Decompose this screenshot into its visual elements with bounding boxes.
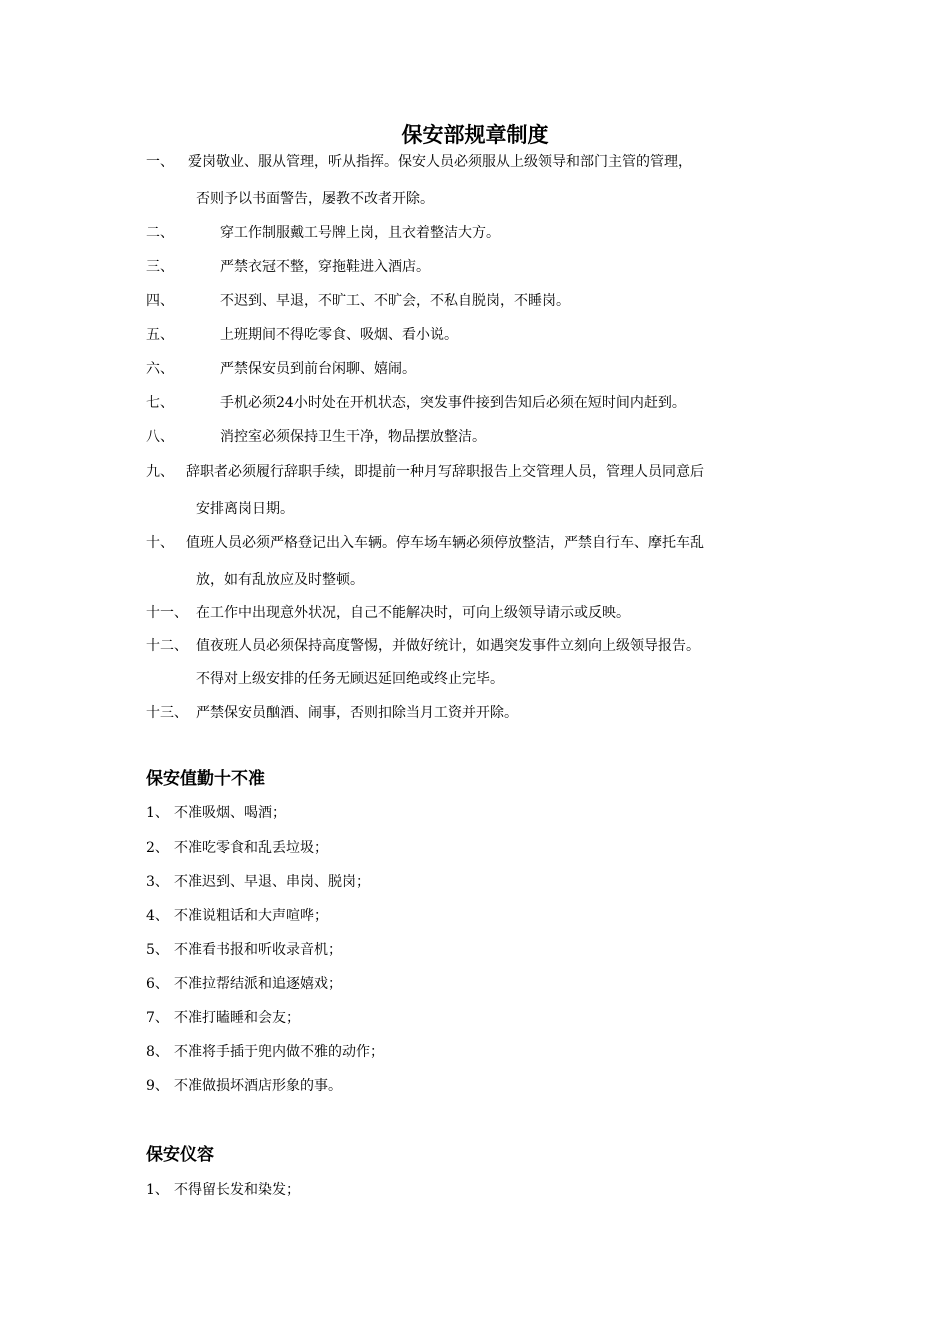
rule-number: 八、 <box>146 429 174 445</box>
item-text: 不得留长发和染发； <box>174 1182 300 1198</box>
rule-text: 不得对上级安排的任务无顾迟延回绝或终止完毕。 <box>196 671 504 687</box>
item-text: 不准吸烟、喝酒； <box>174 805 286 821</box>
item-text: 不准打瞌睡和会友； <box>174 1010 300 1026</box>
item-number: 3、 <box>146 874 169 890</box>
item-text: 不准做损坏酒店形象的事。 <box>174 1078 342 1094</box>
item-number: 2、 <box>146 840 169 856</box>
item-text: 不准迟到、早退、串岗、脱岗； <box>174 874 370 890</box>
item-text: 不准说粗话和大声喧哗； <box>174 908 328 924</box>
rule-number: 十三、 <box>146 705 188 721</box>
rule-text: 上班期间不得吃零食、吸烟、看小说。 <box>220 327 458 343</box>
item-number: 6、 <box>146 976 169 992</box>
rule-number: 十一、 <box>146 605 188 621</box>
item-number: 4、 <box>146 908 169 924</box>
rule-number: 二、 <box>146 225 174 241</box>
rule-text: 安排离岗日期。 <box>196 501 294 517</box>
rule-number: 十、 <box>146 535 174 551</box>
rule-number: 五、 <box>146 327 174 343</box>
item-text: 不准看书报和听收录音机； <box>174 942 342 958</box>
rule-text: 严禁保安员到前台闲聊、嬉闹。 <box>220 361 416 377</box>
item-number: 9、 <box>146 1078 169 1094</box>
rule-text: 不迟到、早退，不旷工、不旷会，不私自脱岗，不睡岗。 <box>220 293 570 309</box>
rule-text: 值夜班人员必须保持高度警惕，并做好统计，如遇突发事件立刻向上级领导报告。 <box>196 638 700 654</box>
rule-text: 值班人员必须严格登记出入车辆。停车场车辆必须停放整洁，严禁自行车、摩托车乱 <box>186 535 704 551</box>
page-title: 保安部规章制度 <box>401 123 549 147</box>
rule-number: 十二、 <box>146 638 188 654</box>
section-heading-duty: 保安值勤十不准 <box>146 769 265 789</box>
rule-number: 一、 <box>146 154 174 170</box>
item-number: 7、 <box>146 1010 169 1026</box>
rule-text: 穿工作制服戴工号牌上岗，且衣着整洁大方。 <box>220 225 500 241</box>
item-number: 5、 <box>146 942 169 958</box>
item-text: 不准将手插于兜内做不雅的动作； <box>174 1044 384 1060</box>
item-number: 1、 <box>146 805 169 821</box>
item-number: 8、 <box>146 1044 169 1060</box>
rule-text: 在工作中出现意外状况，自己不能解决时，可向上级领导请示或反映。 <box>196 605 630 621</box>
rule-text: 辞职者必须履行辞职手续，即提前一种月写辞职报告上交管理人员，管理人员同意后 <box>186 464 704 480</box>
rule-text: 严禁保安员酗酒、闹事，否则扣除当月工资并开除。 <box>196 705 518 721</box>
rule-text: 否则予以书面警告，屡教不改者开除。 <box>196 191 434 207</box>
section-heading-appearance: 保安仪容 <box>146 1145 214 1165</box>
item-text: 不准拉帮结派和追逐嬉戏； <box>174 976 342 992</box>
rule-number: 七、 <box>146 395 174 411</box>
rule-text: 严禁衣冠不整，穿拖鞋进入酒店。 <box>220 259 430 275</box>
rule-text: 爱岗敬业、服从管理，听从指挥。保安人员必须服从上级领导和部门主管的管理， <box>188 154 692 170</box>
rule-text: 手机必须24小时处在开机状态，突发事件接到告知后必须在短时间内赶到。 <box>220 395 686 411</box>
rule-text: 消控室必须保持卫生干净，物品摆放整洁。 <box>220 429 486 445</box>
rule-number: 四、 <box>146 293 174 309</box>
rule-number: 六、 <box>146 361 174 377</box>
rule-number: 九、 <box>146 464 174 480</box>
item-text: 不准吃零食和乱丢垃圾； <box>174 840 328 856</box>
item-number: 1、 <box>146 1182 169 1198</box>
rule-number: 三、 <box>146 259 174 275</box>
rule-text: 放，如有乱放应及时整顿。 <box>196 572 364 588</box>
